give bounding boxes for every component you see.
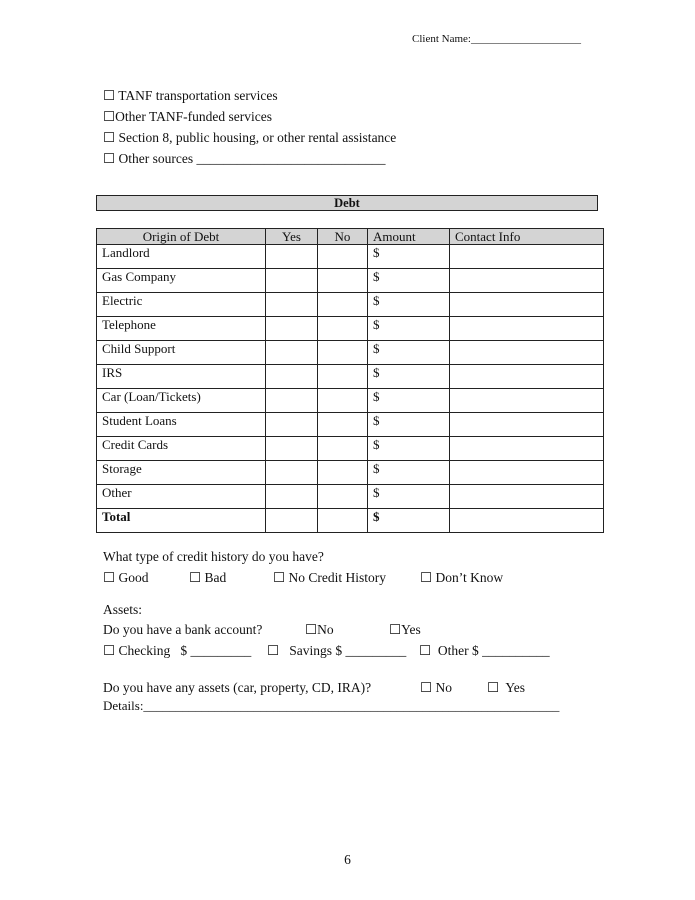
amount-cell[interactable]: $: [368, 413, 450, 437]
no-cell[interactable]: [318, 269, 368, 293]
yes-cell[interactable]: [266, 293, 318, 317]
amount-cell[interactable]: $: [368, 341, 450, 365]
amount-cell[interactable]: $: [368, 389, 450, 413]
credit-history-question: What type of credit history do you have?: [103, 549, 324, 564]
origin-cell: Landlord: [97, 245, 266, 269]
contact-cell[interactable]: [450, 293, 604, 317]
no-cell[interactable]: [318, 437, 368, 461]
credit-option-no-history[interactable]: ☐ No Credit History: [273, 570, 386, 585]
contact-cell[interactable]: [450, 317, 604, 341]
total-amount-cell[interactable]: $: [368, 509, 450, 533]
debt-table: [96, 228, 604, 533]
amount-cell[interactable]: $: [368, 245, 450, 269]
contact-cell[interactable]: [450, 461, 604, 485]
origin-cell: IRS: [97, 365, 266, 389]
no-cell[interactable]: [318, 509, 368, 533]
col-yes: Yes: [266, 229, 318, 245]
origin-cell: Other: [97, 485, 266, 509]
no-cell[interactable]: [318, 365, 368, 389]
yes-cell[interactable]: [266, 437, 318, 461]
debt-section-title: Debt: [96, 195, 598, 211]
checking-field[interactable]: ☐ Checking $ _________: [103, 643, 252, 658]
yes-cell[interactable]: [266, 509, 318, 533]
bank-yes-checkbox[interactable]: ☐Yes: [389, 622, 421, 637]
no-cell[interactable]: [318, 485, 368, 509]
table-row: [97, 365, 604, 389]
credit-option-bad[interactable]: ☐ Bad: [189, 570, 227, 585]
other-field[interactable]: ☐ Other $ __________: [419, 643, 550, 658]
savings-field[interactable]: ☐ Savings $ _________: [267, 643, 407, 658]
debt-table-header: [97, 229, 604, 245]
credit-option-dont-know[interactable]: ☐ Don’t Know: [420, 570, 504, 585]
origin-cell: Student Loans: [97, 413, 266, 437]
option-section-8[interactable]: ☐ Section 8, public housing, or other rental assistance: [103, 130, 397, 145]
assets-yes-checkbox[interactable]: ☐ Yes: [487, 680, 525, 695]
option-other-sources[interactable]: ☐ Other sources ____________________________: [103, 151, 386, 166]
table-row: [97, 317, 604, 341]
yes-cell[interactable]: [266, 461, 318, 485]
col-contact: Contact Info: [450, 229, 604, 245]
col-amount: Amount: [368, 229, 450, 245]
no-cell[interactable]: [318, 293, 368, 317]
contact-cell[interactable]: [450, 437, 604, 461]
assets-heading: Assets:: [103, 602, 143, 617]
page-number: 6: [344, 852, 351, 867]
amount-cell[interactable]: $: [368, 485, 450, 509]
table-row: [97, 245, 604, 269]
yes-cell[interactable]: [266, 485, 318, 509]
total-label: Total: [97, 509, 266, 533]
no-cell[interactable]: [318, 389, 368, 413]
table-row: [97, 437, 604, 461]
table-row: [97, 461, 604, 485]
amount-cell[interactable]: $: [368, 269, 450, 293]
col-origin: Origin of Debt: [97, 229, 266, 245]
origin-cell: Child Support: [97, 341, 266, 365]
contact-cell[interactable]: [450, 389, 604, 413]
contact-cell[interactable]: [450, 413, 604, 437]
yes-cell[interactable]: [266, 413, 318, 437]
assets-no-checkbox[interactable]: ☐ No: [420, 680, 452, 695]
credit-option-good[interactable]: ☐ Good: [103, 570, 149, 585]
table-row: [97, 485, 604, 509]
yes-cell[interactable]: [266, 365, 318, 389]
origin-cell: Storage: [97, 461, 266, 485]
amount-cell[interactable]: $: [368, 437, 450, 461]
no-cell[interactable]: [318, 245, 368, 269]
origin-cell: Telephone: [97, 317, 266, 341]
total-row: [97, 509, 604, 533]
assets-question: Do you have any assets (car, property, CD, IRA)?: [103, 680, 372, 695]
amount-cell[interactable]: $: [368, 317, 450, 341]
contact-cell[interactable]: [450, 509, 604, 533]
amount-cell[interactable]: $: [368, 293, 450, 317]
amount-cell[interactable]: $: [368, 461, 450, 485]
contact-cell[interactable]: [450, 341, 604, 365]
table-row: [97, 413, 604, 437]
contact-cell[interactable]: [450, 485, 604, 509]
no-cell[interactable]: [318, 413, 368, 437]
origin-cell: Electric: [97, 293, 266, 317]
origin-cell: Gas Company: [97, 269, 266, 293]
table-row: [97, 341, 604, 365]
no-cell[interactable]: [318, 461, 368, 485]
origin-cell: Car (Loan/Tickets): [97, 389, 266, 413]
yes-cell[interactable]: [266, 389, 318, 413]
origin-cell: Credit Cards: [97, 437, 266, 461]
option-other-tanf[interactable]: ☐Other TANF-funded services: [103, 109, 272, 124]
amount-cell[interactable]: $: [368, 365, 450, 389]
client-name-field[interactable]: Client Name:____________________: [412, 33, 581, 45]
table-row: [97, 389, 604, 413]
table-row: [97, 269, 604, 293]
bank-no-checkbox[interactable]: ☐No: [305, 622, 334, 637]
bank-account-question: Do you have a bank account?: [103, 622, 263, 637]
col-no: No: [318, 229, 368, 245]
contact-cell[interactable]: [450, 269, 604, 293]
yes-cell[interactable]: [266, 245, 318, 269]
contact-cell[interactable]: [450, 245, 604, 269]
no-cell[interactable]: [318, 341, 368, 365]
no-cell[interactable]: [318, 317, 368, 341]
yes-cell[interactable]: [266, 317, 318, 341]
option-tanf-transportation[interactable]: ☐ TANF transportation services: [103, 88, 278, 103]
table-row: [97, 293, 604, 317]
contact-cell[interactable]: [450, 365, 604, 389]
details-field[interactable]: Details:________________________________________________________________: [103, 698, 560, 713]
yes-cell[interactable]: [266, 269, 318, 293]
yes-cell[interactable]: [266, 341, 318, 365]
